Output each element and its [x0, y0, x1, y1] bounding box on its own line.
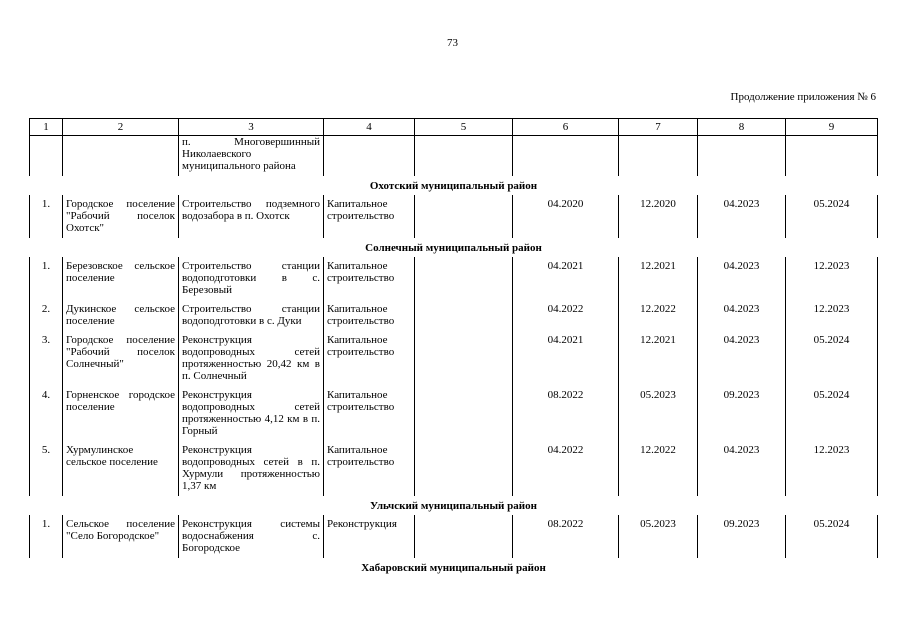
row-number-cell: 4.	[30, 386, 63, 441]
column5-cell	[415, 441, 513, 496]
work-type-cell: Капитальное строительство	[324, 195, 415, 238]
date-col7-cell: 12.2022	[619, 441, 698, 496]
settlement-cell: Дукинское сельское поселение	[63, 300, 179, 331]
header-row	[30, 119, 878, 136]
date-col9-cell: 12.2023	[786, 441, 878, 496]
date-col9-cell: 05.2024	[786, 386, 878, 441]
object-cell: п. Многовершинный Николаевского муниципального района	[179, 136, 324, 177]
table-row	[30, 386, 878, 441]
date-col7-cell: 12.2021	[619, 331, 698, 386]
district-heading: Охотский муниципальный район	[369, 179, 538, 192]
column5-cell	[415, 257, 513, 300]
table-row	[30, 195, 878, 238]
column5-cell	[415, 515, 513, 558]
district-heading: Ульчский муниципальный район	[370, 499, 537, 512]
object-cell: Реконструкция системы водоснабжения с. Богородское	[179, 515, 324, 558]
column5-cell	[415, 300, 513, 331]
date-col9-cell: 05.2024	[786, 331, 878, 386]
column-header: 4	[324, 119, 415, 136]
column-header: 7	[619, 119, 698, 136]
column-header: 1	[30, 119, 63, 136]
date-col7-cell: 05.2023	[619, 515, 698, 558]
continuation-label: Продолжение приложения № 6	[730, 91, 876, 103]
district-heading-row	[30, 558, 878, 577]
date-col7-cell: 12.2021	[619, 257, 698, 300]
object-cell: Реконструкция водопроводных сетей протяженностью 20,42 км в п. Солнечный	[179, 331, 324, 386]
work-type-cell: Капитальное строительство	[324, 386, 415, 441]
date-col6-cell: 08.2022	[513, 386, 619, 441]
date-col6-cell: 04.2021	[513, 257, 619, 300]
table-row	[30, 515, 878, 558]
district-heading: Хабаровский муниципальный район	[361, 561, 546, 574]
column-header: 6	[513, 119, 619, 136]
row-number-cell: 1.	[30, 257, 63, 300]
settlement-cell: Городское поселение "Рабочий поселок Охотск"	[63, 195, 179, 238]
table-row	[30, 331, 878, 386]
date-col9-cell: 12.2023	[786, 300, 878, 331]
date-col8-cell: 09.2023	[698, 386, 786, 441]
row-number-cell: 1.	[30, 515, 63, 558]
column5-cell	[415, 331, 513, 386]
date-col8-cell: 04.2023	[698, 331, 786, 386]
page-number: 73	[447, 37, 458, 49]
date-col7-cell: 05.2023	[619, 386, 698, 441]
work-type-cell: Капитальное строительство	[324, 257, 415, 300]
object-cell: Реконструкция водопроводных сетей протяженностью 4,12 км в п. Горный	[179, 386, 324, 441]
row-number-cell: 3.	[30, 331, 63, 386]
district-heading-row	[30, 176, 878, 195]
date-col6-cell: 04.2022	[513, 441, 619, 496]
table-body	[30, 136, 878, 578]
date-col6-cell: 04.2021	[513, 331, 619, 386]
date-col6-cell: 08.2022	[513, 515, 619, 558]
column-header: 9	[786, 119, 878, 136]
date-col8-cell: 04.2023	[698, 195, 786, 238]
work-type-cell: Капитальное строительство	[324, 331, 415, 386]
column-header: 3	[179, 119, 324, 136]
table-row	[30, 441, 878, 496]
row-number-cell: 2.	[30, 300, 63, 331]
district-heading-row	[30, 238, 878, 257]
date-col8-cell: 04.2023	[698, 441, 786, 496]
column5-cell	[415, 195, 513, 238]
date-col9-cell: 05.2024	[786, 195, 878, 238]
date-col8-cell: 04.2023	[698, 257, 786, 300]
settlement-cell: Городское поселение "Рабочий поселок Солнечный"	[63, 331, 179, 386]
date-col7-cell: 12.2020	[619, 195, 698, 238]
district-heading-row	[30, 496, 878, 515]
object-cell: Строительство станции водоподготовки в с. Березовый	[179, 257, 324, 300]
row-number-cell: 1.	[30, 195, 63, 238]
continuation-row	[30, 136, 878, 177]
column-header: 8	[698, 119, 786, 136]
date-col6-cell: 04.2020	[513, 195, 619, 238]
row-number-cell: 5.	[30, 441, 63, 496]
table-row	[30, 257, 878, 300]
date-col9-cell: 05.2024	[786, 515, 878, 558]
object-cell: Строительство подземного водозабора в п. Охотск	[179, 195, 324, 238]
settlement-cell: Горненское городское поселение	[63, 386, 179, 441]
investment-table	[29, 118, 878, 577]
settlement-cell: Сельское поселение "Село Богородское"	[63, 515, 179, 558]
date-col8-cell: 09.2023	[698, 515, 786, 558]
date-col8-cell: 04.2023	[698, 300, 786, 331]
settlement-cell: Березовское сельское поселение	[63, 257, 179, 300]
settlement-cell: Хурмулинское сельское поселение	[63, 441, 179, 496]
work-type-cell: Капитальное строительство	[324, 441, 415, 496]
date-col7-cell: 12.2022	[619, 300, 698, 331]
work-type-cell: Реконструкция	[324, 515, 415, 558]
date-col9-cell: 12.2023	[786, 257, 878, 300]
object-cell: Строительство станции водоподготовки в с. Дуки	[179, 300, 324, 331]
date-col6-cell: 04.2022	[513, 300, 619, 331]
district-heading: Солнечный муниципальный район	[365, 241, 542, 254]
table-row	[30, 300, 878, 331]
work-type-cell: Капитальное строительство	[324, 300, 415, 331]
column-header: 5	[415, 119, 513, 136]
object-cell: Реконструкция водопроводных сетей в п. Хурмули протяженностью 1,37 км	[179, 441, 324, 496]
column5-cell	[415, 386, 513, 441]
column-header: 2	[63, 119, 179, 136]
